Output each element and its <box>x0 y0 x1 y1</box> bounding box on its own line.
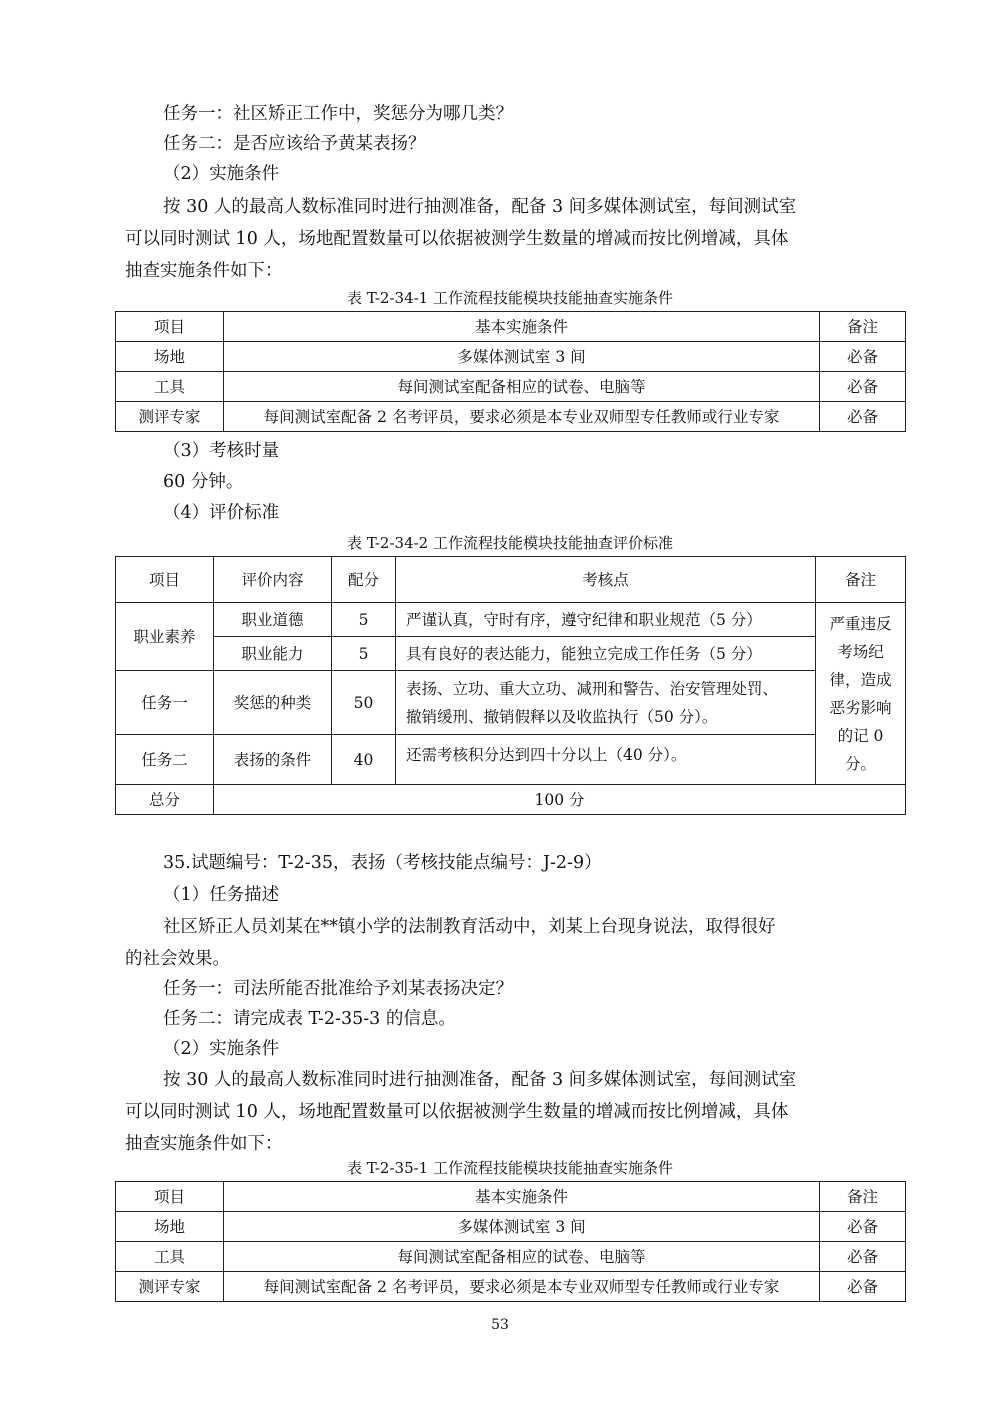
implementation-text-line: 抽查实施条件如下： <box>125 1134 283 1154</box>
implementation-heading: （2）实施条件 <box>163 164 280 184</box>
task-two-text: 任务二：是否应该给予黄某表扬？ <box>163 134 426 154</box>
table-cell: 职业能力 <box>214 637 332 671</box>
table-row <box>116 603 906 637</box>
table-header-row <box>116 1182 906 1212</box>
header-cell: 配分 <box>332 557 396 603</box>
table-row <box>116 1212 906 1242</box>
table-cell: 场地 <box>116 342 224 372</box>
table-cell: 任务一 <box>116 671 214 735</box>
table-row <box>116 637 906 671</box>
header-cell: 项目 <box>116 557 214 603</box>
implementation-text-line: 可以同时测试 10 人，场地配置数量可以依据被测学生数量的增减而按比例增减，具体 <box>125 229 789 249</box>
table-cell: 必备 <box>820 402 906 432</box>
table-row <box>116 402 906 432</box>
table-cell: 5 <box>332 637 396 671</box>
table-cell: 多媒体测试室 3 间 <box>224 1212 820 1242</box>
question-title: 35.试题编号：T-2-35，表扬（考核技能点编号：J-2-9） <box>163 853 602 873</box>
header-cell: 项目 <box>116 1182 224 1212</box>
implementation-text-line: 抽查实施条件如下： <box>125 261 283 281</box>
task-one-text: 任务一：社区矫正工作中，奖惩分为哪几类？ <box>163 104 513 124</box>
remark-line: 考场纪 <box>837 642 884 661</box>
page-number: 53 <box>491 1317 509 1333</box>
remark-line: 律，造成 <box>829 670 892 689</box>
implementation-conditions-table <box>115 311 906 432</box>
task-two-text: 任务二：请完成表 T-2-35-3 的信息。 <box>163 1009 456 1029</box>
table-cell: 5 <box>332 603 396 637</box>
table-cell: 严谨认真，守时有序，遵守纪律和职业规范（5 分） <box>396 603 816 637</box>
header-cell: 考核点 <box>396 557 816 603</box>
table-cell: 具有良好的表达能力，能独立完成工作任务（5 分） <box>396 637 816 671</box>
header-cell: 备注 <box>820 1182 906 1212</box>
table-cell <box>396 671 816 735</box>
implementation-text-line: 可以同时测试 10 人，场地配置数量可以依据被测学生数量的增减而按比例增减，具体 <box>125 1102 789 1122</box>
table-row <box>116 372 906 402</box>
header-cell: 基本实施条件 <box>224 1182 820 1212</box>
header-cell: 备注 <box>820 312 906 342</box>
table-cell: 任务二 <box>116 735 214 785</box>
table-row <box>116 671 906 735</box>
table-row <box>116 735 906 785</box>
table-cell: 奖惩的种类 <box>214 671 332 735</box>
table-cell: 必备 <box>820 1212 906 1242</box>
table-row <box>116 342 906 372</box>
table-cell: 工具 <box>116 372 224 402</box>
table-row <box>116 1272 906 1302</box>
task-one-text: 任务一：司法所能否批准给予刘某表扬决定？ <box>163 979 513 999</box>
table-cell: 100 分 <box>214 785 906 815</box>
table-caption: 表 T-2-34-1 工作流程技能模块技能抽查实施条件 <box>347 289 673 307</box>
implementation-conditions-table <box>115 1181 906 1302</box>
table-cell: 场地 <box>116 1212 224 1242</box>
table-cell: 必备 <box>820 342 906 372</box>
header-cell: 备注 <box>816 557 906 603</box>
table-row <box>116 1242 906 1272</box>
point-line: 撤销缓刑、撤销假释以及收监执行（50 分）。 <box>406 707 718 726</box>
header-cell: 评价内容 <box>214 557 332 603</box>
table-cell: 必备 <box>820 1272 906 1302</box>
time-heading: （3）考核时量 <box>163 441 280 461</box>
table-cell: 总分 <box>116 785 214 815</box>
table-cell: 每间测试室配备 2 名考评员，要求必须是本专业双师型专任教师或行业专家 <box>224 1272 820 1302</box>
remark-cell <box>816 603 906 785</box>
task-description-heading: （1）任务描述 <box>163 885 280 905</box>
table-cell: 职业素养 <box>116 603 214 671</box>
table-cell: 必备 <box>820 1242 906 1272</box>
table-cell: 每间测试室配备相应的试卷、电脑等 <box>224 1242 820 1272</box>
table-cell: 测评专家 <box>116 1272 224 1302</box>
table-cell: 职业道德 <box>214 603 332 637</box>
table-cell: 必备 <box>820 372 906 402</box>
task-description-line: 的社会效果。 <box>125 949 230 969</box>
point-line: 表扬、立功、重大立功、减刑和警告、治安管理处罚、 <box>406 679 779 698</box>
remark-line: 严重违反 <box>829 614 892 633</box>
table-cell: 工具 <box>116 1242 224 1272</box>
remark-line: 恶劣影响 <box>829 698 892 717</box>
time-value: 60 分钟。 <box>163 472 244 492</box>
table-cell: 每间测试室配备相应的试卷、电脑等 <box>224 372 820 402</box>
implementation-heading: （2）实施条件 <box>163 1039 280 1059</box>
table-header-row <box>116 557 906 603</box>
table-cell: 多媒体测试室 3 间 <box>224 342 820 372</box>
implementation-text-line: 按 30 人的最高人数标准同时进行抽测准备，配备 3 间多媒体测试室，每间测试室 <box>163 1070 797 1090</box>
table-cell: 测评专家 <box>116 402 224 432</box>
remark-line: 的记 0 <box>837 726 884 745</box>
table-cell: 50 <box>332 671 396 735</box>
table-caption: 表 T-2-34-2 工作流程技能模块技能抽查评价标准 <box>347 534 673 552</box>
header-cell: 项目 <box>116 312 224 342</box>
table-header-row <box>116 312 906 342</box>
table-cell: 表扬的条件 <box>214 735 332 785</box>
table-caption: 表 T-2-35-1 工作流程技能模块技能抽查实施条件 <box>347 1159 673 1177</box>
criteria-heading: （4）评价标准 <box>163 503 280 523</box>
remark-line: 分。 <box>844 754 876 773</box>
implementation-text-line: 按 30 人的最高人数标准同时进行抽测准备，配备 3 间多媒体测试室，每间测试室 <box>163 197 797 217</box>
evaluation-criteria-table <box>115 556 906 815</box>
header-cell: 基本实施条件 <box>224 312 820 342</box>
task-description-line: 社区矫正人员刘某在**镇小学的法制教育活动中，刘某上台现身说法，取得很好 <box>163 917 776 937</box>
table-cell: 每间测试室配备 2 名考评员，要求必须是本专业双师型专任教师或行业专家 <box>224 402 820 432</box>
table-cell: 40 <box>332 735 396 785</box>
table-total-row <box>116 785 906 815</box>
table-cell: 还需考核积分达到四十分以上（40 分）。 <box>396 735 816 785</box>
